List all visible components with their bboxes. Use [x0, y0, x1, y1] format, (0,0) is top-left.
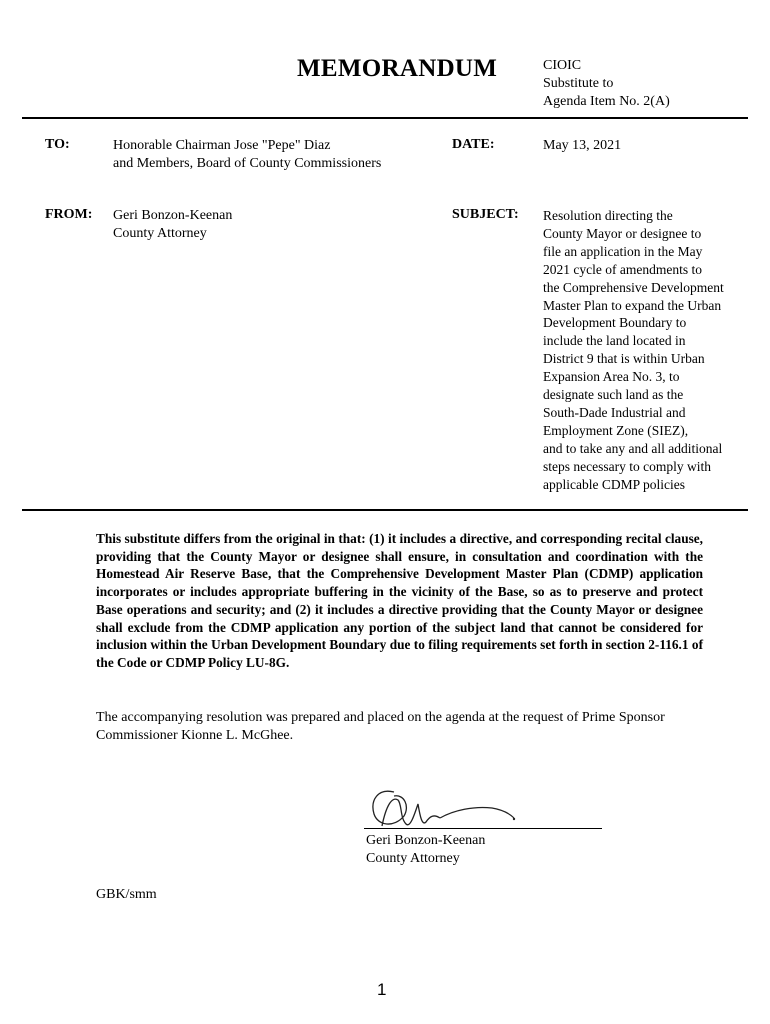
signatory-name: Geri Bonzon-Keenan — [366, 833, 486, 848]
to-value — [113, 137, 381, 173]
page-number: 1 — [377, 980, 387, 999]
subject-line: applicable CDMP policies — [543, 476, 685, 492]
subject-line: Resolution directing the — [543, 208, 673, 223]
to-line: and Members, Board of County Commissioners — [113, 156, 382, 171]
subject-label: SUBJECT: — [452, 207, 519, 222]
body-divider — [22, 509, 748, 511]
subject-line: Development Boundary to — [543, 315, 687, 331]
ref-line: Agenda Item No. 2(A) — [543, 94, 670, 109]
memo-title: MEMORANDUM — [297, 55, 498, 82]
subject-line: designate such land as the — [543, 387, 684, 403]
from-line: County Attorney — [113, 226, 207, 241]
substitute-explanation: This substitute differs from the original in that: (1) it includes a directive, and corresponding recital clause, providing that the County Mayor or designee shall ensure, in consultation and coordination with the Homestead Air Reserve Base, that the Comprehensive Development Master Plan (CDMP) application incorporates or includes appropriate buffering in the vicinity of the Base, so as to preserve and protect Base operations and security; and (2) it includes a directive providing that the County Mayor or designee shall exclude from the CDMP application any portion of the subject land that cannot be considered for inclusion within the Urban Development Boundary due to filing requirements set forth in section 2-116.1 of the Code or CDMP Policy LU-8G. — [96, 531, 703, 670]
subject-line: steps necessary to comply with — [543, 458, 711, 474]
subject-value — [543, 207, 753, 494]
subject-line: Employment Zone (SIEZ), — [543, 422, 689, 438]
to-label: TO: — [45, 137, 70, 152]
signatory — [366, 832, 485, 868]
subject-line: 2021 cycle of amendments to — [543, 261, 702, 277]
subject-line: include the land located in — [543, 333, 686, 349]
typist-initials: GBK/smm — [96, 887, 157, 902]
from-line: Geri Bonzon-Keenan — [113, 208, 233, 223]
date-value: May 13, 2021 — [543, 138, 622, 153]
subject-line: the Comprehensive Development — [543, 279, 724, 295]
signatory-title: County Attorney — [366, 851, 460, 866]
subject-line: and to take any and all additional — [543, 440, 723, 456]
header-divider — [22, 117, 748, 119]
from-label: FROM: — [45, 207, 93, 222]
to-line: Honorable Chairman Jose "Pepe" Diaz — [113, 138, 331, 153]
subject-line: South-Dade Industrial and — [543, 404, 686, 420]
ref-line: CIOIC — [543, 58, 582, 73]
ref-line: Substitute to — [543, 76, 614, 91]
handwritten-signature — [364, 786, 524, 834]
subject-line: Expansion Area No. 3, to — [543, 369, 680, 385]
from-value — [113, 207, 232, 243]
subject-line: file an application in the May — [543, 243, 703, 259]
subject-line: District 9 that is within Urban — [543, 351, 705, 367]
agenda-reference — [543, 57, 670, 111]
sponsor-paragraph: The accompanying resolution was prepared and placed on the agenda at the request of Prime Sponsor Commissioner Kionne L. McGhee. — [96, 710, 665, 743]
date-label: DATE: — [452, 137, 495, 152]
subject-line: Master Plan to expand the Urban — [543, 297, 722, 313]
signature-line — [364, 828, 602, 829]
subject-line: County Mayor or designee to — [543, 225, 702, 241]
